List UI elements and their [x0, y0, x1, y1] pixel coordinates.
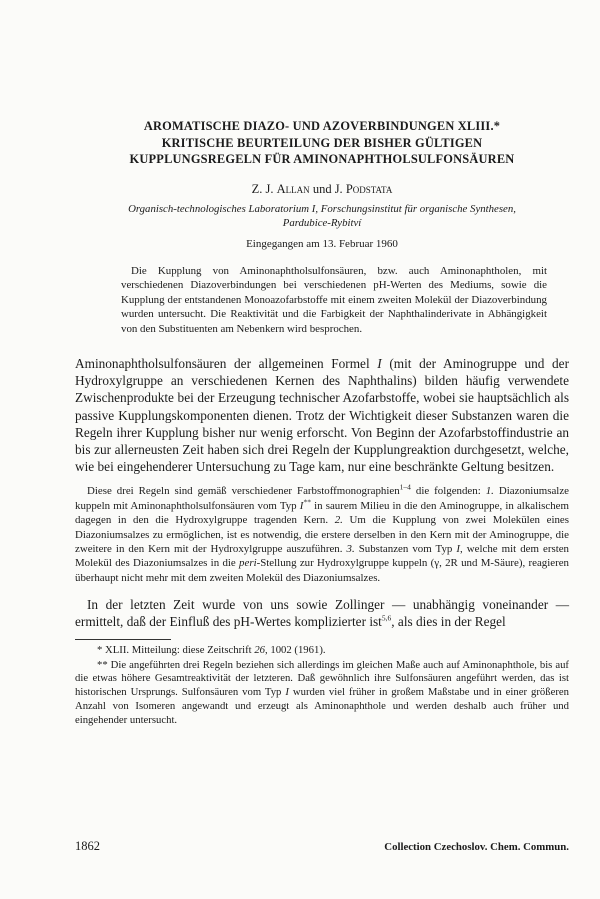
p3-text-b: , als dies in der Regel	[391, 614, 506, 630]
received-date: Eingegangen am 13. Februar 1960	[246, 237, 398, 250]
paragraph-1	[75, 355, 569, 475]
paragraph-3	[75, 596, 569, 630]
fn1-text-a: * XLII. Mitteilung: diese Zeitschrift	[97, 643, 255, 656]
fn2-text-b: wurden viel früher in großem Maßstabe und in einer größeren Anzahl von Isomeren angewandt und erzeugt als Aminonaphthole und werden deshalb auch früher und eingehender untersucht.	[75, 686, 569, 727]
page-footer	[75, 839, 569, 857]
author-connector: und J.	[309, 181, 346, 196]
p2-text-c: Diazoniumsalze kuppeln mit Aminonaphtholsulfonsäuren vom Typ	[75, 485, 569, 512]
title-line-3: KUPPLUNGSREGELN FÜR AMINONAPHTHOLSULFONSÄUREN	[129, 152, 515, 166]
footnote-2	[75, 659, 569, 729]
title-line-1: AROMATISCHE DIAZO- UND AZOVERBINDUNGEN XLIII.*	[143, 119, 501, 133]
reference-superscript: 1–4	[399, 482, 411, 492]
author1-initials: Z. J.	[251, 181, 277, 196]
p3-text-a: In der letzten Zeit wurde von uns sowie Zollinger — unabhängig voneinander — ermittelt, daß der Einfluß des pH-Wertes komplizierter ist	[75, 597, 569, 630]
footnote-1	[75, 644, 569, 658]
affiliation-line-1: Organisch-technologisches Laboratorium I, Forschungsinstitut für organische Synthesen,	[128, 202, 516, 215]
fn2-text-a: ** Die angeführten drei Regeln beziehen sich allerdings im gleichen Maße auch auf Aminonaphthole, bis auf die etwas höhere Gesamtreaktivität der letzteren. Daß gewöhnlich ihre Sulfonsäuren angeführt werden, das ist historischen Ursprungs. Sulfonsäuren vom Typ	[75, 658, 569, 699]
rule-number-2: 2.	[334, 514, 343, 527]
page-number: 1862	[75, 839, 100, 853]
rule-number-1: 1.	[485, 485, 494, 498]
affiliation-line-2: Pardubice-Rybitví	[282, 216, 362, 229]
p2-text-f: Substanzen vom Typ	[354, 543, 457, 556]
footnote-marker: **	[303, 497, 311, 507]
p2-text-d: in saurem Milieu in die den Aminogruppe, in alkalischem dagegen in den die Hydroxylgruppe tragenden Kern.	[75, 499, 569, 527]
fn1-text-b: , 1002 (1961).	[265, 643, 326, 656]
paper-page	[75, 118, 569, 728]
formula-label: I	[285, 686, 289, 699]
affiliation	[75, 202, 569, 230]
author2-name: Podstata	[345, 181, 393, 196]
title-line-2: KRITISCHE BEURTEILUNG DER BISHER GÜLTIGEN	[161, 135, 483, 150]
footnote-divider	[75, 639, 171, 640]
reference-superscript: 5,6	[381, 614, 392, 624]
journal-name: Collection Czechoslov. Chem. Commun.	[384, 841, 569, 853]
rule-number-3: 3.	[346, 543, 355, 556]
paragraph-1-text-b: (mit der Aminogruppe und der Hydroxylgruppe an verschiedenen Kernen des Naphthalins) bilden häufig verwendete Zwischenprodukte bei der Erzeugung technischer Azofarbstoffe, wobei sie hauptsächlich als passive Kupplungskomponenten dienen. Trotz der Wichtigkeit dieser Substanzen waren die Regeln ihrer Kupplung bisher nur wenig erforscht. Von Beginn der Azofarbstoffindustrie an bis zur allerneusten Zeit haben sich drei Regeln der Kupplungreaktion durchgesetzt, welche, wie bei eingehenderer Untersuchung zu Tage kam, nur eine beschränkte Geltung besitzen.	[75, 356, 569, 475]
formula-label: I	[299, 499, 304, 512]
p2-text-a: Diese drei Regeln sind gemäß verschiedener Farbstoffmonographien	[87, 485, 400, 498]
p2-text-b: die folgenden:	[410, 485, 486, 498]
p2-text-g: , welche mit dem ersten Molekül des Diazoniumsalzes in die	[75, 543, 569, 570]
paper-title	[75, 118, 569, 168]
formula-label: I	[377, 356, 382, 371]
formula-label: I	[456, 543, 461, 556]
paragraph-2	[75, 484, 569, 585]
paragraph-1-text-a: Aminonaphtholsulfonsäuren der allgemeinen Formel	[75, 356, 378, 371]
p2-text-e: Um die Kupplung von zwei Molekülen eines Diazoniumsalzes zu ermöglichen, ist es notwendig, die erstere derselben in den Kern mit der Aminogruppe, die zweitere in den Kern mit der Hydroxylgruppe auszuführen.	[75, 514, 569, 556]
author1-name: Allan	[276, 181, 310, 196]
author-line	[75, 182, 569, 197]
p2-text-h: -Stellung zur Hydroxylgruppe kuppeln (γ, 2R und M-Säure), reagieren überhaupt nicht mehr mit dem zweiten Molekül des Diazoniumsalzes.	[75, 557, 569, 584]
peri-term: peri	[239, 557, 257, 570]
abstract: Die Kupplung von Aminonaphtholsulfonsäuren, bzw. auch Aminonaphtholen, mit verschiedenen Diazoverbindungen bei verschiedenen pH-Werten des Mediums, sowie die Kupplung der entstandenen Monoazofarbstoffe mit einem zweiten Molekül der Diazoverbindung wurden untersucht. Die Reaktivität und die Farbigkeit der Naphthalinderivate in Abhängigkeit von den Substituenten am Nebenkern wird besprochen.	[121, 264, 547, 335]
fn1-volume: 26	[254, 643, 265, 656]
